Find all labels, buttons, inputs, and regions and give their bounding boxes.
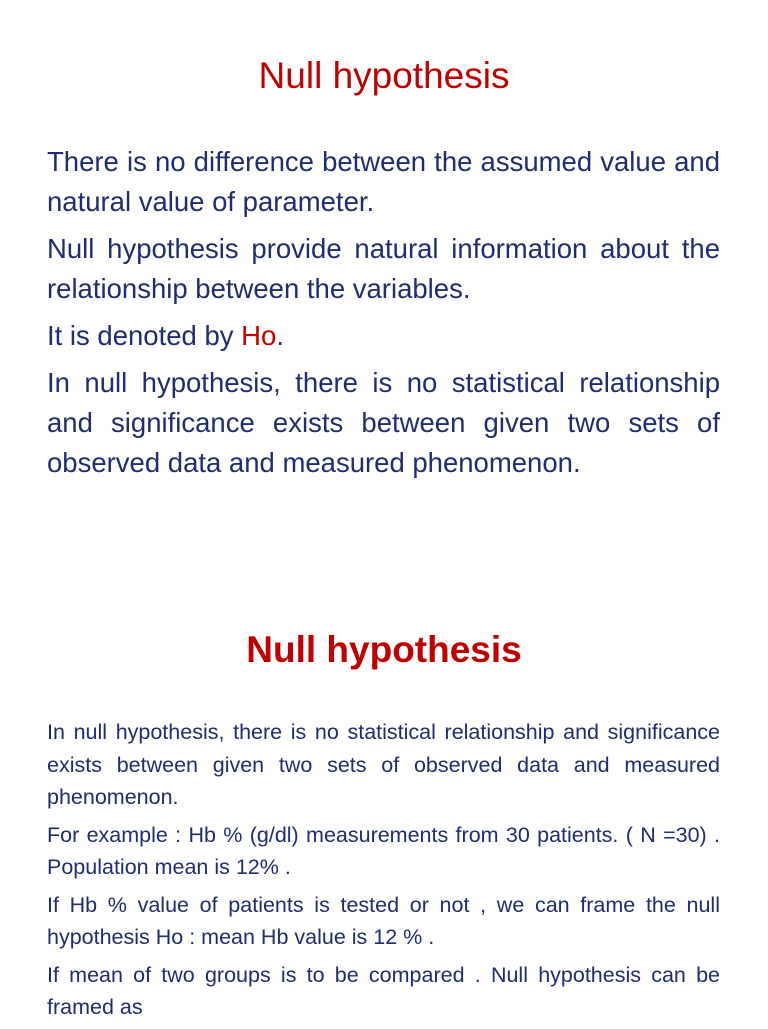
slide-1-paragraph-2: Null hypothesis provide natural information about the relationship between the variables.: [47, 233, 720, 304]
slide-2-body: [47, 716, 720, 1029]
ho-symbol: Ho: [241, 320, 277, 351]
slide-2: [0, 600, 768, 1024]
slide-2-paragraph-4: If mean of two groups is to be compared . Null hypothesis can be framed as: [47, 962, 720, 1019]
slide-2-paragraph-2: For example : Hb % (g/dl) measurements from 30 patients. ( N =30) . Population mean is 12% .: [47, 822, 720, 879]
slide-2-paragraph-1: In null hypothesis, there is no statistical relationship and significance exists between given two sets of observed data and measured phenomenon.: [47, 720, 720, 809]
slide-1-paragraph-4: In null hypothesis, there is no statistical relationship and significance exists between given two sets of observed data and measured phenomenon.: [47, 367, 720, 478]
slide-1-paragraph-3: [47, 316, 720, 356]
slide-1-body: [47, 142, 720, 490]
slide-1-title: Null hypothesis: [258, 55, 510, 96]
slide-2-paragraph-3: If Hb % value of patients is tested or not , we can frame the null hypothesis Ho : mean Hb value is 12 % .: [47, 892, 720, 949]
denoted-prefix: It is denoted by: [47, 320, 242, 351]
slide-2-title: Null hypothesis: [246, 629, 522, 670]
denoted-suffix: .: [276, 320, 284, 351]
slide-1-paragraph-1: There is no difference between the assumed value and natural value of parameter.: [47, 146, 720, 217]
